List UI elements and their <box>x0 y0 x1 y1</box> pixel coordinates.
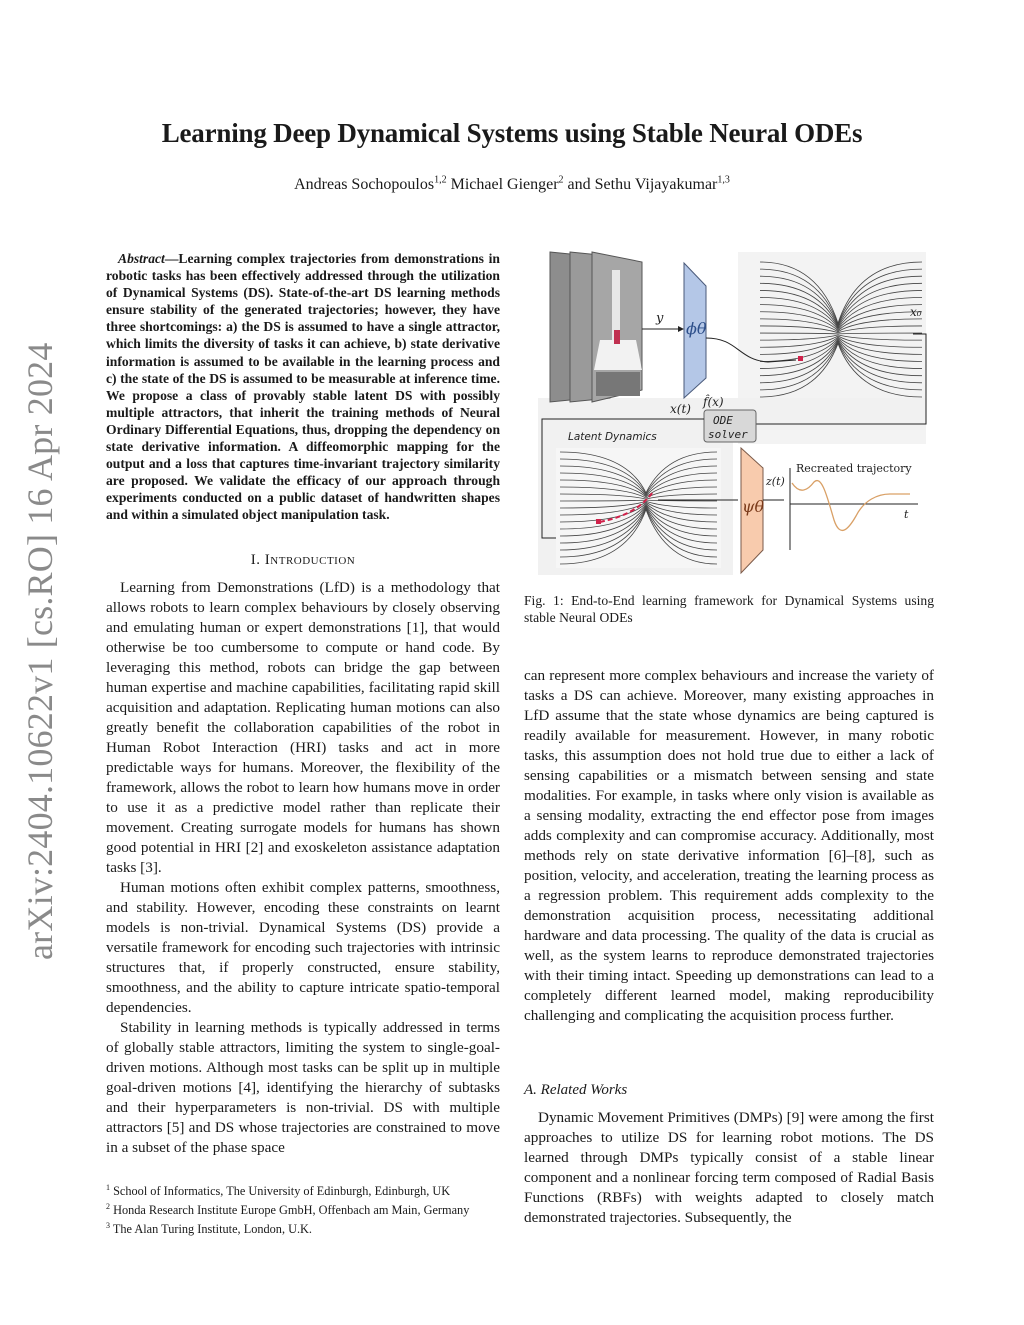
author-affiliation: 2 <box>558 174 564 186</box>
decoder-label: ψθ <box>742 497 765 516</box>
attractor-marker <box>798 356 803 361</box>
footnote <box>106 1199 506 1218</box>
author-name: Andreas Sochopoulos <box>294 176 435 193</box>
camera-frames <box>550 252 642 402</box>
abstract-label: Abstract <box>118 251 165 266</box>
xt-label: x(t) <box>670 402 691 416</box>
author-joiner: and <box>567 176 591 193</box>
author-affiliation: 1,3 <box>717 174 730 186</box>
abstract-text: Learning complex trajectories from demonstrations in robotic tasks has been effectively addressed through the utilization of Dynamical Systems (DS). State-of-the-art DS learning methods ensure stability of the generated trajectories; however, they have three shortcomings: a) the DS is assumed to have a single attractor, which limits the diversity of tasks it can achieve, b) state derivative information is assumed to be available in the learning process and c) the state of the DS is assumed to be measurable at inference time. We propose a class of provably stable latent DS with possibly multiple attractors, that inherit the training methods of Neural Ordinary Differential Equations, thus, dropping the dependency on state derivative information. A diffeomorphic mapping for the output and a loss that captures time-invariant trajectory similarity are proposed. We validate the efficacy of our approach through experiments conducted on a public dataset of handwritten shapes and within a simulated object manipulation task. <box>106 251 500 523</box>
zt-label: z(t) <box>766 475 785 488</box>
arxiv-identifier-stamp: arXiv:2404.10622v1 [cs.RO] 16 Apr 2024 <box>20 342 60 960</box>
author-affiliation: 1,2 <box>434 174 447 186</box>
footnote <box>106 1218 506 1237</box>
ode-solver-line2: solver <box>708 428 748 441</box>
section-title: Introduction <box>264 552 356 568</box>
x0-label: x₀ <box>910 305 922 319</box>
footnotes <box>106 1180 506 1237</box>
author-list <box>0 176 1024 194</box>
abstract-dash: — <box>164 251 179 266</box>
footnote-mark: 1 <box>106 1183 110 1192</box>
footnote-mark: 2 <box>106 1202 110 1212</box>
section-number: I. <box>250 552 261 568</box>
t-label: t <box>904 508 909 521</box>
paragraph: Stability in learning methods is typically addressed in terms of globally stable attractors, limiting the system to single-goal-driven motions. Although most tasks can be split up in multiple goal-driven motions [4], identifying the hierarchy of subtasks and their hyperparameters is non-trivial. DS with multiple attractors [5] and DS whose trajectories are constrained to move in a subset of the phase space <box>106 1019 500 1156</box>
paragraph: Learning from Demonstrations (LfD) is a methodology that allows robots to learn complex behaviours by closely observing and emulating human or expert demonstrations [1], that would otherwise be too cumbersome to compute or hand code. By leveraging this method, robots can bridge the gap between human expertise and machine capabilities, facilitating rapid skill acquisition and adaptation. Replicating human motions can also greatly benefit the collaboration capabilities of the robot in Human Robot Interaction (HRI) tasks and act in more predictable ways for humans. Moreover, the flexibility of the framework, allows the robot to learn how humans move in order to use it as a predictive model rather than replicate their movement. Creating surrogate models for humans has shown good potential in HRI [2] and exoskeleton assistance adaptation tasks [3]. <box>106 579 500 876</box>
latent-dynamics-label: Latent Dynamics <box>568 431 657 443</box>
paragraph: can represent more complex behaviours and increase the variety of tasks a DS can achieve. Moreover, many existing approaches in LfD assume that the state whose dynamics are being captured is readily available for measurement. However, in many robotic tasks, this assumption does not hold true due to either a lack of sensing capabilities or a mismatch between sensing and state modalities. For example, in tasks where only vision is available as a sensing modality, extracting the end effector pose from images adds complexity and can compromise accuracy. Additionally, most methods rely on state derivative information [6]–[8], such as position, velocity, and acceleration, treating the learning process as a regression problem. This requirement adds complexity to the demonstration acquisition process, necessitating additional hardware and data processing. The quality of the data is crucial as well, as the system learns to reproduce demonstrated trajectories with their timing intact. Speeding up demonstrations can lead to a completely different learned model, making reproducibility challenging and complicating the acquisition process further. <box>524 667 934 1024</box>
paragraph: Dynamic Movement Primitives (DMPs) [9] were among the first approaches to utilize DS for learning robot motions. The DS learned through DMPs typically consist of a stable linear component and a nonlinear forcing term composed of Radial Basis Functions (RBFs) with weights adapted to closely match demonstrated trajectories. Subsequently, the <box>524 1109 934 1226</box>
introduction-continuation <box>524 666 934 1026</box>
footnote-text: School of Informatics, The University of Edinburgh, Edinburgh, UK <box>113 1184 451 1199</box>
footnote-text: The Alan Turing Institute, London, U.K. <box>112 1222 312 1237</box>
footnote-mark: 3 <box>106 1221 110 1231</box>
encoder-label: ϕθ <box>686 319 707 338</box>
table-shape <box>594 340 642 370</box>
figure-1-caption: Fig. 1: End-to-End learning framework for Dynamical Systems using stable Neural ODEs <box>524 593 934 625</box>
figure-1-diagram <box>538 250 928 575</box>
author-name: Sethu Vijayakumar <box>594 176 718 193</box>
introduction-body <box>106 578 500 1158</box>
fhat-label: f̂(x) <box>703 395 724 409</box>
abstract <box>106 250 500 524</box>
paper-title: Learning Deep Dynamical Systems using Stable Neural ODEs <box>161 118 863 148</box>
recreated-trajectory-curve <box>792 481 910 531</box>
latent-attractor-marker <box>596 519 601 524</box>
y-label: y <box>656 311 664 326</box>
footnote-text: Honda Research Institute Europe GmbH, Offenbach am Main, Germany <box>113 1203 470 1218</box>
author-name: Michael Gienger <box>450 176 559 193</box>
related-works-body <box>524 1108 934 1228</box>
robot-gripper <box>614 330 620 344</box>
paragraph: Human motions often exhibit complex patterns, smoothness, and stability. However, encoding these constraints on learnt models is non-trivial. Dynamical Systems (DS) provide a versatile framework for encoding such trajectories with intrinsic structures that, if properly constructed, ensure stability, smoothness, and the ability to capture intricate spatio-temporal dependencies. <box>106 879 500 1016</box>
recreated-trajectory-label: Recreated trajectory <box>796 462 912 475</box>
ode-solver-line1: ODE <box>713 414 733 427</box>
subsection-heading-related-works: A. Related Works <box>524 1082 628 1098</box>
robot-base <box>596 372 640 396</box>
footnote <box>106 1180 506 1199</box>
arrowhead-icon <box>678 326 684 332</box>
robot-arm <box>612 270 620 340</box>
section-heading-introduction <box>106 552 500 569</box>
